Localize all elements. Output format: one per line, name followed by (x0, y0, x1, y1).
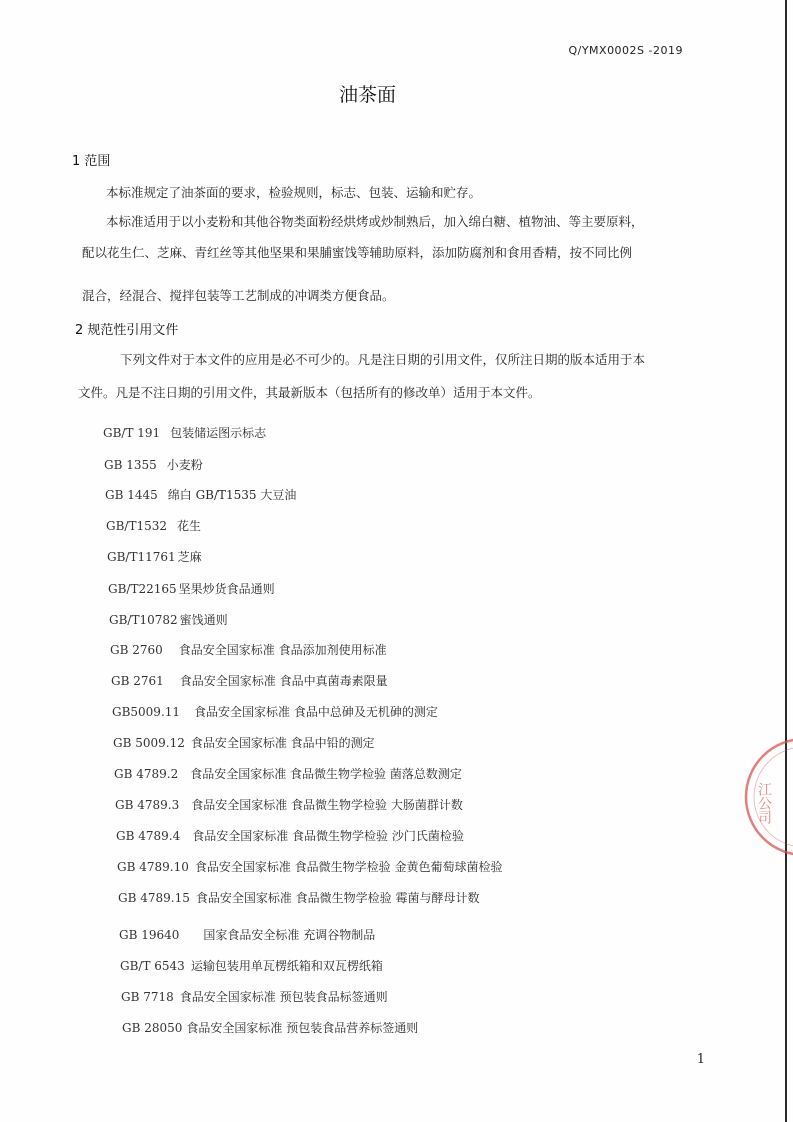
reference-title: 食品安全国家标准 食品微生物学检验 沙门氏菌检验 (192, 829, 464, 843)
reference-title: 食品安全国家标准 食品中总砷及无机砷的测定 (194, 705, 438, 719)
reference-item (114, 765, 462, 782)
reference-title: 食品安全国家标准 食品微生物学检验 金黄色葡萄球菌检验 (194, 860, 503, 874)
reference-title: 包装储运图示标志 (170, 426, 267, 440)
seal-text: 江公司 (756, 782, 772, 824)
reference-code: GB/T 6543 (120, 959, 185, 973)
reference-item (117, 858, 502, 875)
section-2-heading: 2 规范性引用文件 (75, 323, 179, 338)
reference-code: GB/T10782 (109, 613, 178, 627)
reference-title: 绵白 GB/T1535 大豆油 (167, 488, 297, 502)
reference-item (111, 672, 388, 689)
document-code: Q/YMX0002S -2019 (568, 44, 683, 57)
reference-title: 食品安全国家标准 食品微生物学检验 霉菌与酵母计数 (195, 891, 480, 905)
reference-code: GB/T22165 (108, 582, 177, 596)
reference-code: GB 5009.12 (113, 736, 185, 750)
reference-item (104, 456, 203, 473)
reference-item (121, 988, 388, 1005)
reference-item (120, 957, 383, 974)
reference-code: GB 28050 (122, 1021, 183, 1035)
reference-code: GB 4789.4 (116, 829, 181, 843)
reference-code: GB 19640 (119, 928, 180, 942)
reference-title: 蜜饯通则 (179, 613, 228, 627)
section-1-para-2-line-1: 本标准适用于以小麦粉和其他谷物类面粉经烘烤或炒制熟后，加入绵白糖、植物油、等主要原料， (106, 214, 644, 229)
reference-item (112, 703, 438, 720)
page-number: 1 (696, 1052, 705, 1067)
section-2-intro-line-2: 文件。凡是不注日期的引用文件，其最新版本（包括所有的修改单）适用于本文件。 (78, 385, 541, 400)
reference-item (109, 611, 228, 628)
reference-code: GB 4789.2 (114, 767, 179, 781)
section-2-intro-line-1: 下列文件对于本文件的应用是必不可少的。凡是注日期的引用文件，仅所注日期的版本适用于本 (120, 352, 646, 367)
reference-title: 芝麻 (177, 550, 202, 564)
reference-title: 食品安全国家标准 食品微生物学检验 菌落总数测定 (190, 767, 462, 781)
section-1-heading: 1 范围 (72, 154, 111, 169)
section-1-para-2-line-3: 混合，经混合、搅拌包装等工艺制成的冲调类方便食品。 (82, 288, 395, 303)
reference-item (115, 796, 463, 813)
reference-item (107, 548, 202, 565)
reference-code: GB 7718 (121, 990, 174, 1004)
reference-item (110, 641, 387, 658)
reference-title: 运输包装用单瓦楞纸箱和双瓦楞纸箱 (190, 959, 383, 973)
reference-code: GB 4789.10 (117, 860, 189, 874)
reference-title: 食品安全国家标准 食品中铅的测定 (190, 736, 375, 750)
reference-title: 国家食品安全标准 充调谷物制品 (203, 928, 376, 942)
reference-code: GB 2760 (110, 643, 163, 657)
reference-title: 坚果炒货食品通则 (178, 582, 275, 596)
reference-item (106, 517, 201, 534)
reference-item (116, 827, 464, 844)
reference-code: GB/T1532 (106, 519, 167, 533)
section-1-para-2-line-2: 配以花生仁、芝麻、青红丝等其他坚果和果脯蜜饯等辅助原料，添加防腐剂和食用香精，按不同比例 (82, 245, 633, 260)
reference-item (122, 1019, 418, 1036)
reference-item (105, 486, 296, 503)
reference-code: GB 4789.3 (115, 798, 180, 812)
reference-title: 食品安全国家标准 预包装食品营养标签通则 (186, 1021, 419, 1035)
reference-title: 花生 (177, 519, 202, 533)
reference-item (118, 889, 479, 906)
reference-code: GB5009.11 (112, 705, 181, 719)
reference-code: GB 4789.15 (118, 891, 190, 905)
reference-code: GB/T 191 (103, 426, 161, 440)
reference-item (113, 734, 375, 751)
reference-code: GB 1355 (104, 458, 157, 472)
reference-title: 食品安全国家标准 食品添加剂使用标准 (178, 643, 387, 657)
document-title: 油茶面 (338, 84, 396, 106)
reference-title: 食品安全国家标准 预包装食品标签通则 (179, 990, 388, 1004)
reference-code: GB 2761 (111, 674, 164, 688)
reference-code: GB/T11761 (107, 550, 176, 564)
reference-title: 小麦粉 (166, 458, 203, 472)
reference-code: GB 1445 (105, 488, 158, 502)
reference-item (119, 926, 375, 943)
reference-item (103, 424, 266, 441)
section-1-para-1: 本标准规定了油茶面的要求，检验规则，标志、包装、运输和贮存。 (106, 185, 482, 200)
reference-item (108, 580, 275, 597)
reference-title: 食品安全国家标准 食品微生物学检验 大肠菌群计数 (191, 798, 463, 812)
reference-title: 食品安全国家标准 食品中真菌毒素限量 (179, 674, 388, 688)
